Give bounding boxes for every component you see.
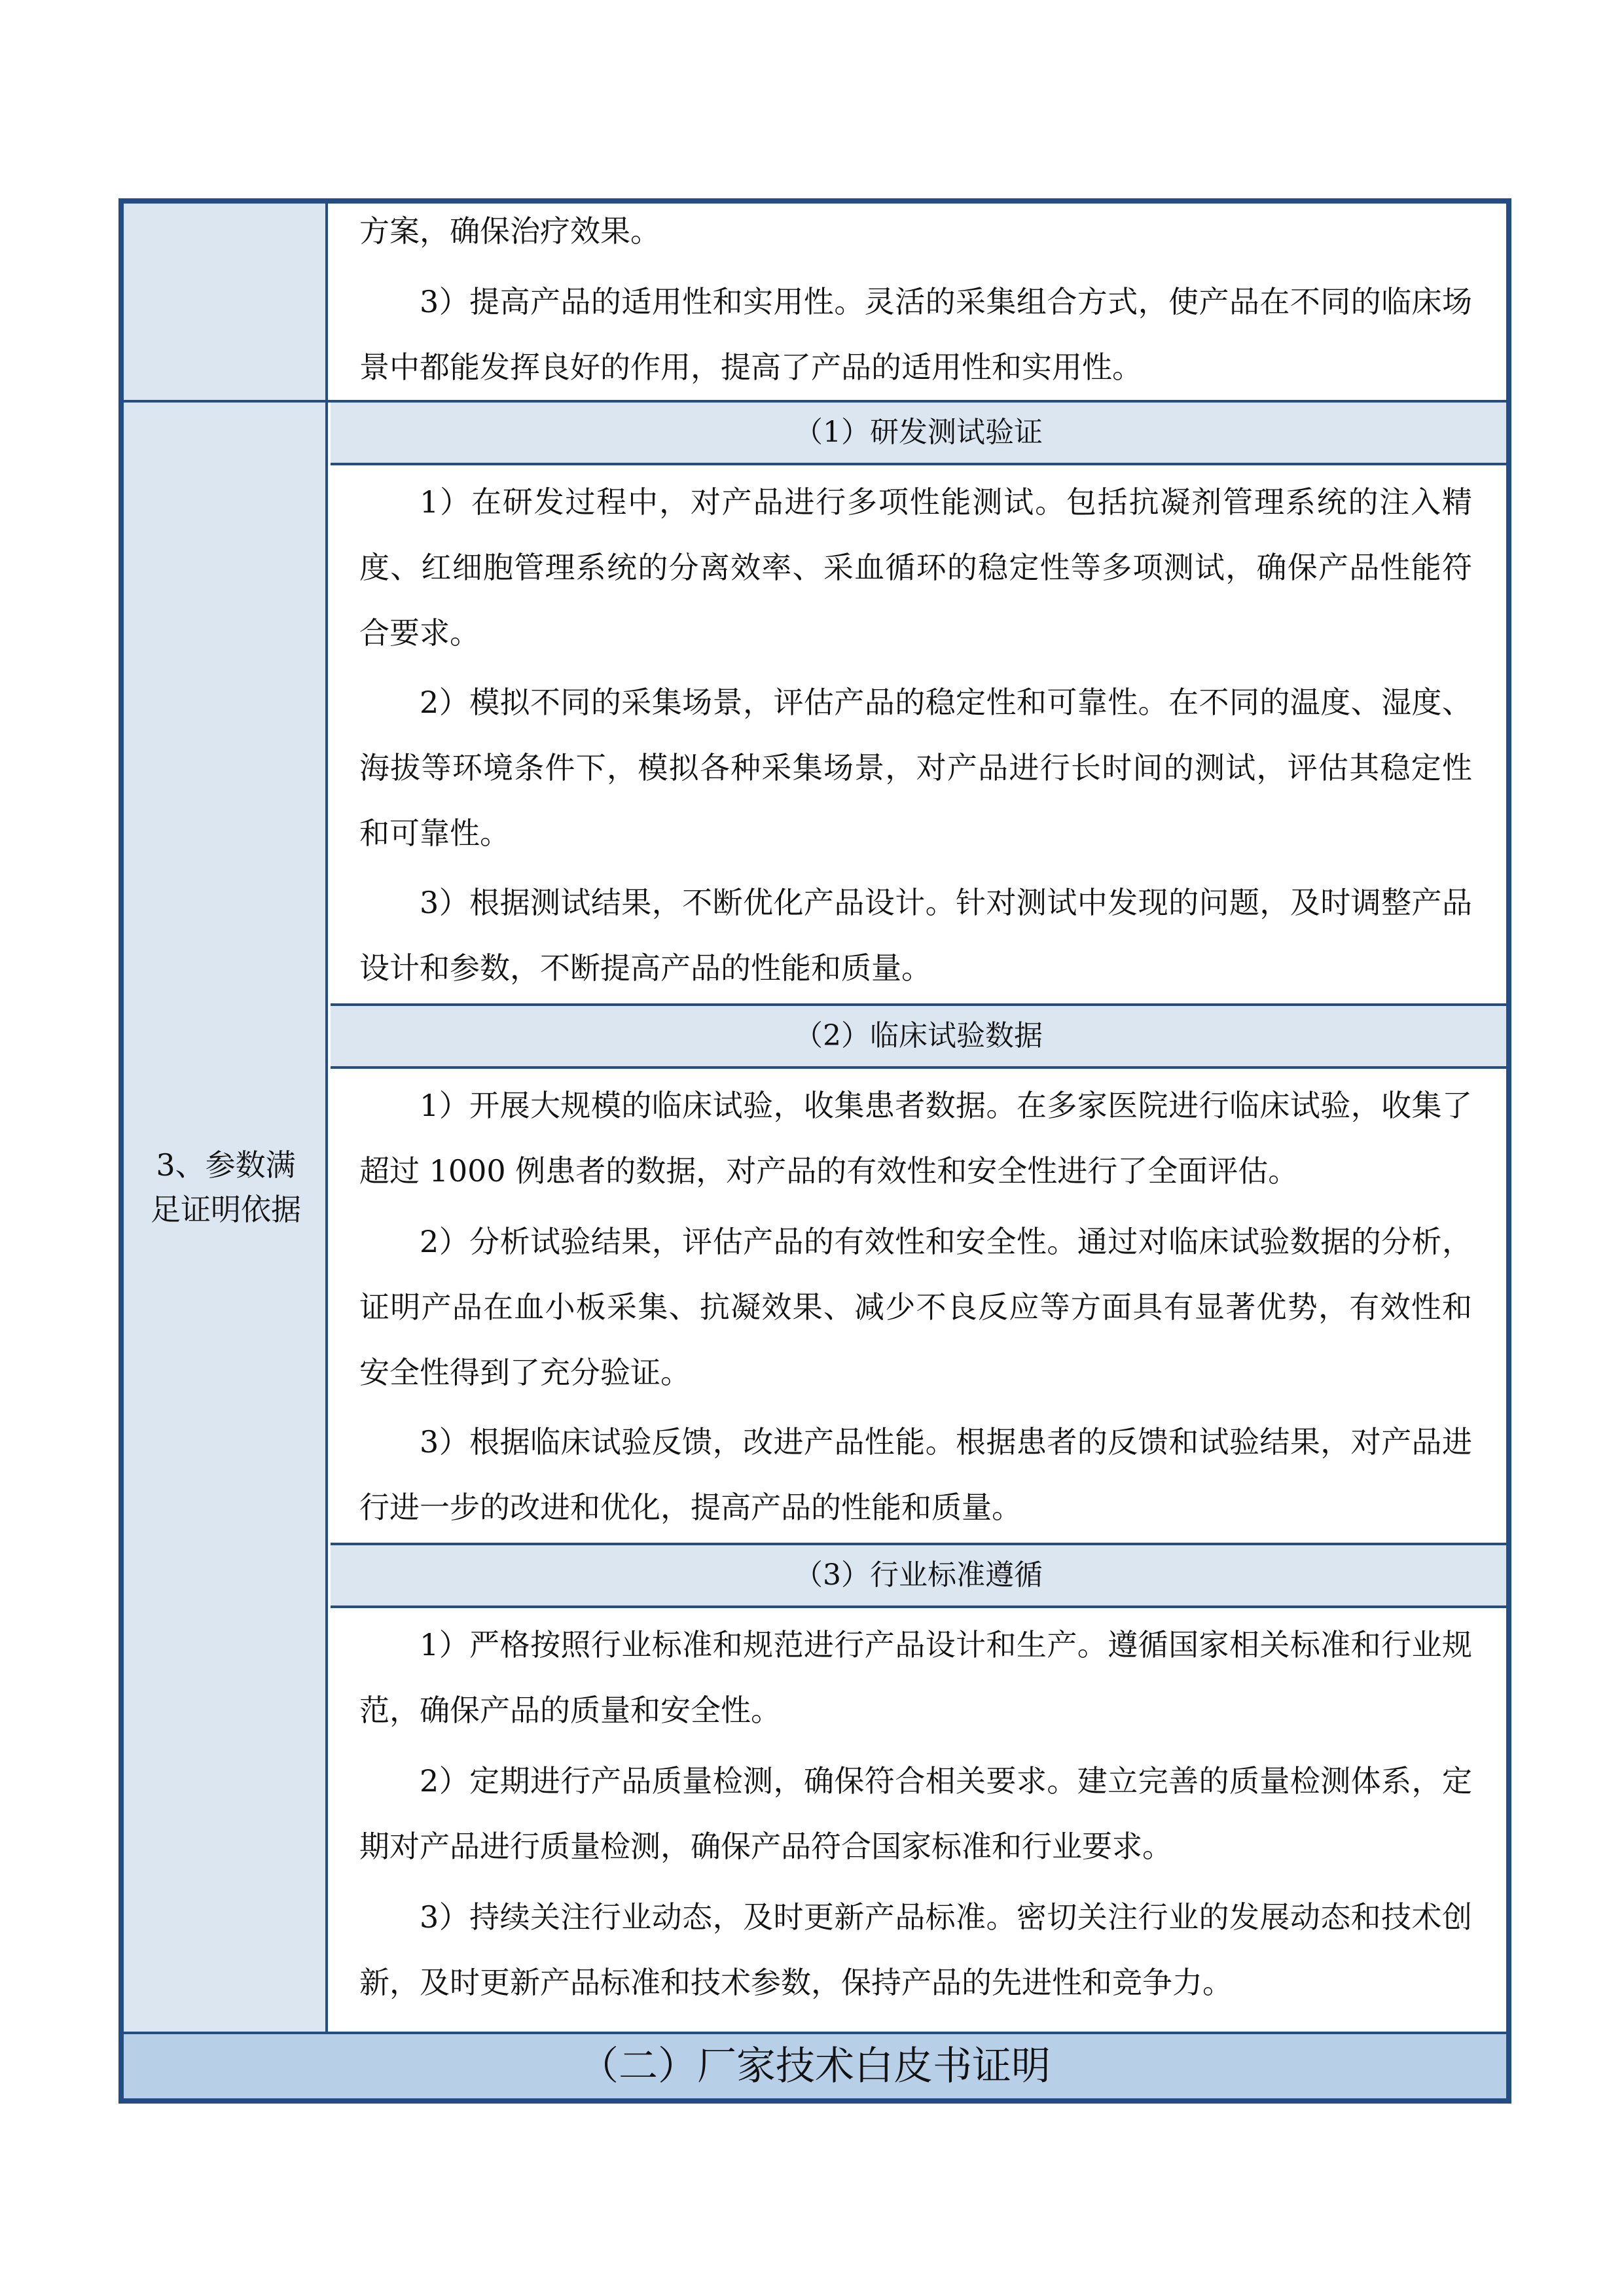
group-1-item-2: 2）模拟不同的采集场景，评估产品的稳定性和可靠性。在不同的温度、湿度、海拔等环境条件下，模拟各种采集场景，对产品进行长时间的测试，评估其稳定性和可靠性。: [359, 685, 1472, 851]
group-divider: [331, 1066, 1506, 1069]
evidence-table: [118, 198, 1511, 2104]
group-3-title: （3）行业标准遵循: [331, 1545, 1506, 1605]
group-1-title: （1）研发测试验证: [331, 403, 1506, 463]
group-1-item-3: 3）根据测试结果，不断优化产品设计。针对测试中发现的问题，及时调整产品设计和参数，不断提高产品的性能和质量。: [359, 885, 1472, 986]
group-2-item-1: 1）开展大规模的临床试验，收集患者数据。在多家医院进行临床试验，收集了超过 1000 例患者的数据，对产品的有效性和安全性进行了全面评估。: [359, 1088, 1472, 1189]
top-paragraph-3: 3）提高产品的适用性和实用性。灵活的采集组合方式，使产品在不同的临床场景中都能发挥良好的作用，提高了产品的适用性和实用性。: [359, 284, 1472, 385]
group-divider: [331, 463, 1506, 465]
group-3-item-2: 2）定期进行产品质量检测，确保符合相关要求。建立完善的质量检测体系，定期对产品进行质量检测，确保产品符合国家标准和行业要求。: [359, 1763, 1472, 1864]
group-2-item-2: 2）分析试验结果，评估产品的有效性和安全性。通过对临床试验数据的分析，证明产品在血小板采集、抗凝效果、减少不良反应等方面具有显著优势，有效性和安全性得到了充分验证。: [359, 1224, 1472, 1390]
left-label-column: [124, 204, 328, 2032]
group-divider: [331, 1605, 1506, 1608]
whitepaper-section-header: （二）厂家技术白皮书证明: [124, 2034, 1506, 2098]
group-1-item-1: 1）在研发过程中，对产品进行多项性能测试。包括抗凝剂管理系统的注入精度、红细胞管理系统的分离效率、采血循环的稳定性等多项测试，确保产品性能符合要求。: [359, 484, 1472, 651]
group-3-item-3: 3）持续关注行业动态，及时更新产品标准。密切关注行业的发展动态和技术创新，及时更新产品标准和技术参数，保持产品的先进性和竞争力。: [359, 1899, 1472, 2000]
continued-paragraph: 方案，确保治疗效果。: [359, 213, 660, 249]
group-3-item-1: 1）严格按照行业标准和规范进行产品设计和生产。遵循国家相关标准和行业规范，确保产品的质量和安全性。: [359, 1627, 1472, 1728]
group-2-item-3: 3）根据临床试验反馈，改进产品性能。根据患者的反馈和试验结果，对产品进行进一步的改进和优化，提高产品的性能和质量。: [359, 1424, 1472, 1525]
group-2-title: （2）临床试验数据: [331, 1006, 1506, 1066]
section-3-label: 3、参数满足证明依据: [151, 1147, 301, 1227]
